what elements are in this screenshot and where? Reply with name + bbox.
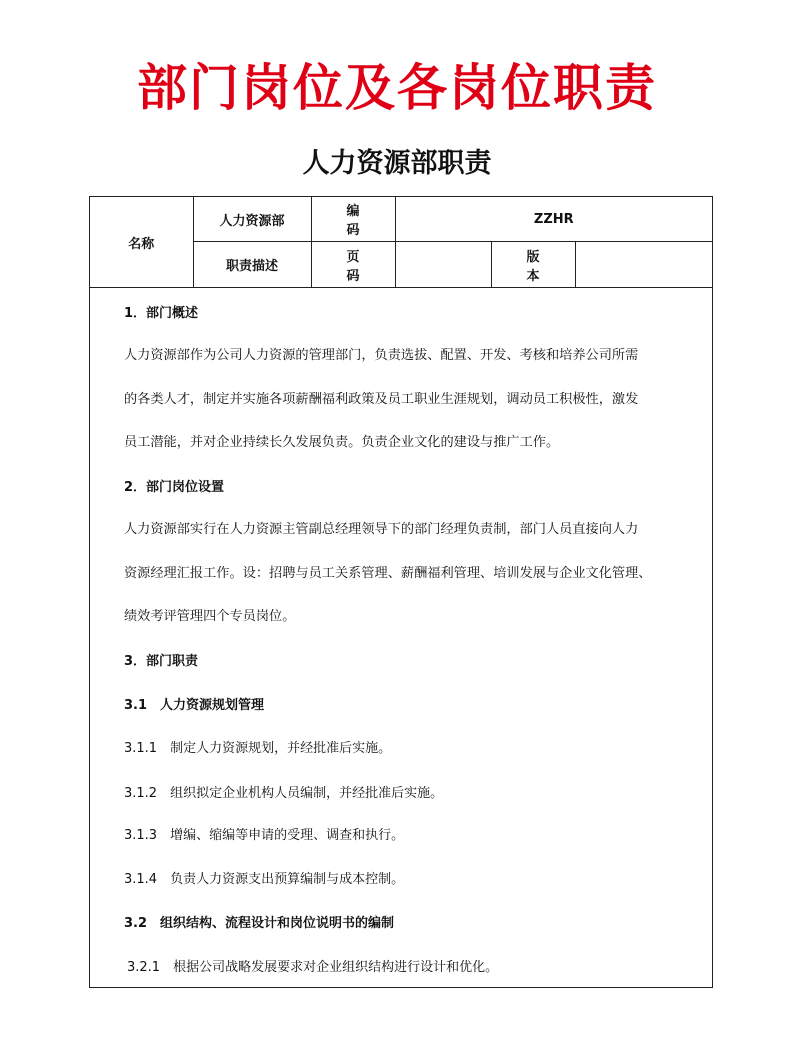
dept-name-line2: 职责描述 (193, 242, 311, 288)
body-text-line: 人力资源部实行在人力资源主管副总经理领导下的部门经理负责制，部门人员直接向人力 (124, 522, 639, 537)
body-text-line: 的各类人才，制定并实施各项薪酬福利政策及员工职业生涯规划，调动员工积极性，激发 (124, 392, 639, 407)
page-value (395, 242, 491, 288)
body-text-line: 资源经理汇报工作。设：招聘与员工关系管理、薪酬福利管理、培训发展与企业文化管理、 (124, 566, 652, 581)
page-label: 页 码 (311, 242, 395, 288)
document-main-title: 部门岗位及各岗位职责 (137, 59, 657, 117)
body-text-line: 3.2.1 根据公司战略发展要求对企业组织结构进行设计和优化。 (127, 960, 499, 975)
section-heading: 3.2 组织结构、流程设计和岗位说明书的编制 (124, 916, 395, 931)
body-text-line: 人力资源部作为公司人力资源的管理部门，负责选拔、配置、开发、考核和培养公司所需 (124, 348, 639, 363)
code-value: ZZHR (395, 197, 712, 242)
dept-name-line1: 人力资源部 (193, 197, 311, 242)
body-text-line: 员工潜能，并对企业持续长久发展负责。负责企业文化的建设与推广工作。 (124, 435, 560, 450)
header-info-table (90, 197, 712, 288)
section-heading: 1．部门概述 (124, 306, 199, 321)
body-text-line: 3.1.4 负责人力资源支出预算编制与成本控制。 (124, 872, 405, 887)
body-text-line: 3.1.1 制定人力资源规划，并经批准后实施。 (124, 741, 392, 756)
name-label: 名称 (90, 197, 193, 288)
body-text-line: 绩效考评管理四个专员岗位。 (124, 609, 296, 624)
section-heading: 3．部门职责 (124, 654, 199, 669)
section-heading: 2．部门岗位设置 (124, 480, 225, 495)
section-heading: 3.1 人力资源规划管理 (124, 698, 265, 713)
version-label: 版 本 (491, 242, 575, 288)
document-frame (89, 196, 713, 988)
body-text-line: 3.1.2 组织拟定企业机构人员编制，并经批准后实施。 (124, 786, 444, 801)
body-text-line: 3.1.3 增编、缩编等申请的受理、调查和执行。 (124, 828, 405, 843)
version-value (575, 242, 712, 288)
code-label: 编 码 (311, 197, 395, 242)
section-title: 人力资源部职责 (302, 148, 492, 179)
